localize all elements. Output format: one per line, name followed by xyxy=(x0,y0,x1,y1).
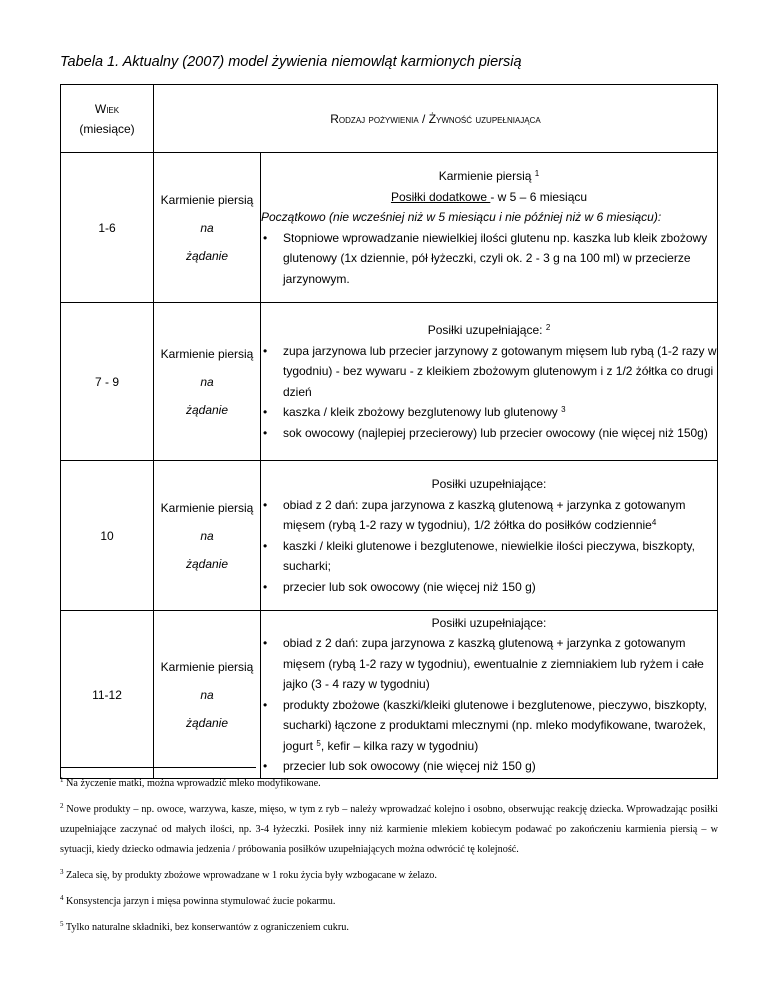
row-title: Posiłki uzupełniające: xyxy=(431,477,547,491)
footnote: $^2$ Nowe produkty – np. owoce, warzywa, kasze, mięso, w tym z ryb – należy wprowadzać kolejno i osobno, obserwując reakcję dziecka. Wprowadzając posiłki uzupełniające zaczynać od małych ilości, np. 3-4 łyżeczki. Posiłek inny niż karmienie mlekiem kobiecym podawać po zakończeniu karmienia piersią – w sytuacji, kiedy dziecko odmawia jedzenia / próbowania posiłków uzupełniających można odwrócić tę kolejność. xyxy=(60,802,718,855)
header-food-title: Rodzaj pożywienia / Żywność uzupełniająca xyxy=(330,111,541,126)
feeding-zadanie: żądanie xyxy=(185,402,229,417)
feeding-na: na xyxy=(200,528,214,543)
list-item: • kaszki / kleiki glutenowe i bezglutenowe, niewielkie ilości pieczywa, biszkopty, sucharki; xyxy=(283,536,717,577)
age-cell: 10 xyxy=(61,461,154,611)
feeding-na: na xyxy=(200,687,214,702)
footnote-ref: 4 xyxy=(651,518,657,527)
food-cell xyxy=(261,611,718,779)
header-age-sub: (miesiące) xyxy=(79,121,135,136)
table-row xyxy=(61,611,718,779)
list-item: • przecier lub sok owocowy (nie więcej niż 150 g) xyxy=(283,756,717,777)
food-cell xyxy=(261,303,718,461)
footnote-divider xyxy=(60,767,256,768)
footnote: $^1$ Na życzenie matki, można wprowadzić mleko modyfikowane. xyxy=(60,776,321,789)
feeding-main: Karmienie piersią xyxy=(160,346,254,361)
list-item: • kaszka / kleik zbożowy bezglutenowy lub glutenowy $^3$ xyxy=(283,402,717,423)
footnote: $^5$ Tylko naturalne składniki, bez konserwantów z ograniczeniem cukru. xyxy=(60,920,349,933)
feeding-cell xyxy=(154,611,261,779)
age-cell: 1-6 xyxy=(61,153,154,303)
list-item: • Stopniowe wprowadzanie niewielkiej ilości glutenu np. kaszka lub kleik zbożowy glutenowy (1x dziennie, pół łyżeczki, czyli ok. 2 - 3 g na 100 ml) w przecierze jarzynowym. xyxy=(283,228,717,290)
row1-line2b: - w 5 – 6 miesiącu xyxy=(490,189,588,204)
feeding-cell xyxy=(154,303,261,461)
age-cell: 7 - 9 xyxy=(61,303,154,461)
footnotes xyxy=(60,774,718,944)
row1-line1: Karmienie piersią xyxy=(438,169,532,183)
row1-line2a: Posiłki dodatkowe xyxy=(390,189,491,204)
feeding-cell xyxy=(154,153,261,303)
feeding-zadanie: żądanie xyxy=(185,556,229,571)
row-title: Posiłki uzupełniające: xyxy=(431,615,547,630)
list-item: • obiad z 2 dań: zupa jarzynowa z kaszką glutenową + jarzynka z gotowanym mięsem (rybą 1-2 razy w tygodniu), ewentualnie z ziemniakiem lub ryżem i całe jajko (3 - 4 razy w tygodniu) xyxy=(283,633,717,695)
food-cell xyxy=(261,153,718,303)
row-title: Posiłki uzupełniające: xyxy=(427,323,546,337)
row1-line3: Początkowo (nie wcześniej niż w 5 miesiącu i nie później niż w 6 miesiącu): xyxy=(261,210,662,224)
header-food-cell xyxy=(154,85,718,153)
food-cell xyxy=(261,461,718,611)
feeding-main: Karmienie piersią xyxy=(160,659,254,674)
feeding-main: Karmienie piersią xyxy=(160,192,254,207)
feeding-zadanie: żądanie xyxy=(185,715,229,730)
feeding-model-table xyxy=(60,84,718,779)
feeding-zadanie: żądanie xyxy=(185,248,229,263)
table-row xyxy=(61,461,718,611)
footnote-ref: 3 xyxy=(561,405,566,414)
list-item: • zupa jarzynowa lub przecier jarzynowy z gotowanym mięsem lub rybą (1-2 razy w tygodniu) - bez wywaru - z kleikiem zbożowym glutenowym i z 1/2 żółtka co drugi dzień xyxy=(283,341,717,403)
footnote: $^3$ Zaleca się, by produkty zbożowe wprowadzane w 1 roku życia były wzbogacane w żelazo. xyxy=(60,868,437,881)
table-caption: Tabela 1. Aktualny (2007) model żywienia niemowląt karmionych piersią xyxy=(60,54,522,70)
footnote-ref: 2 xyxy=(545,323,551,332)
feeding-cell xyxy=(154,461,261,611)
header-age-cell xyxy=(61,85,154,153)
feeding-na: na xyxy=(200,220,214,235)
age-cell: 11-12 xyxy=(61,611,154,779)
table-header-row xyxy=(61,85,718,153)
footnote-ref: 1 xyxy=(534,169,540,178)
list-item: • sok owocowy (najlepiej przecierowy) lub przecier owocowy (nie więcej niż 150g) xyxy=(283,423,717,444)
feeding-main: Karmienie piersią xyxy=(160,500,254,515)
table-row xyxy=(61,153,718,303)
list-item: • produkty zbożowe (kaszki/kleiki glutenowe i bezglutenowe, pieczywo, biszkopty, sucharki) łączone z produktami mlecznymi (np. mleko modyfikowane, twarożek, jogurt $^5$, kefir – kilka razy w tygodniu) xyxy=(283,695,717,757)
header-age-title: Wiek xyxy=(94,101,120,116)
feeding-na: na xyxy=(200,374,214,389)
footnote-ref: 5 xyxy=(316,738,321,748)
list-item: • obiad z 2 dań: zupa jarzynowa z kaszką glutenową + jarzynka z gotowanym mięsem (rybą 1-2 razy w tygodniu), 1/2 żółtka do posiłków codziennie$^4$ xyxy=(283,495,717,536)
list-item: • przecier lub sok owocowy (nie więcej niż 150 g) xyxy=(283,577,717,598)
footnote: $^4$ Konsystencja jarzyn i mięsa powinna stymulować żucie pokarmu. xyxy=(60,894,336,907)
table-row xyxy=(61,303,718,461)
